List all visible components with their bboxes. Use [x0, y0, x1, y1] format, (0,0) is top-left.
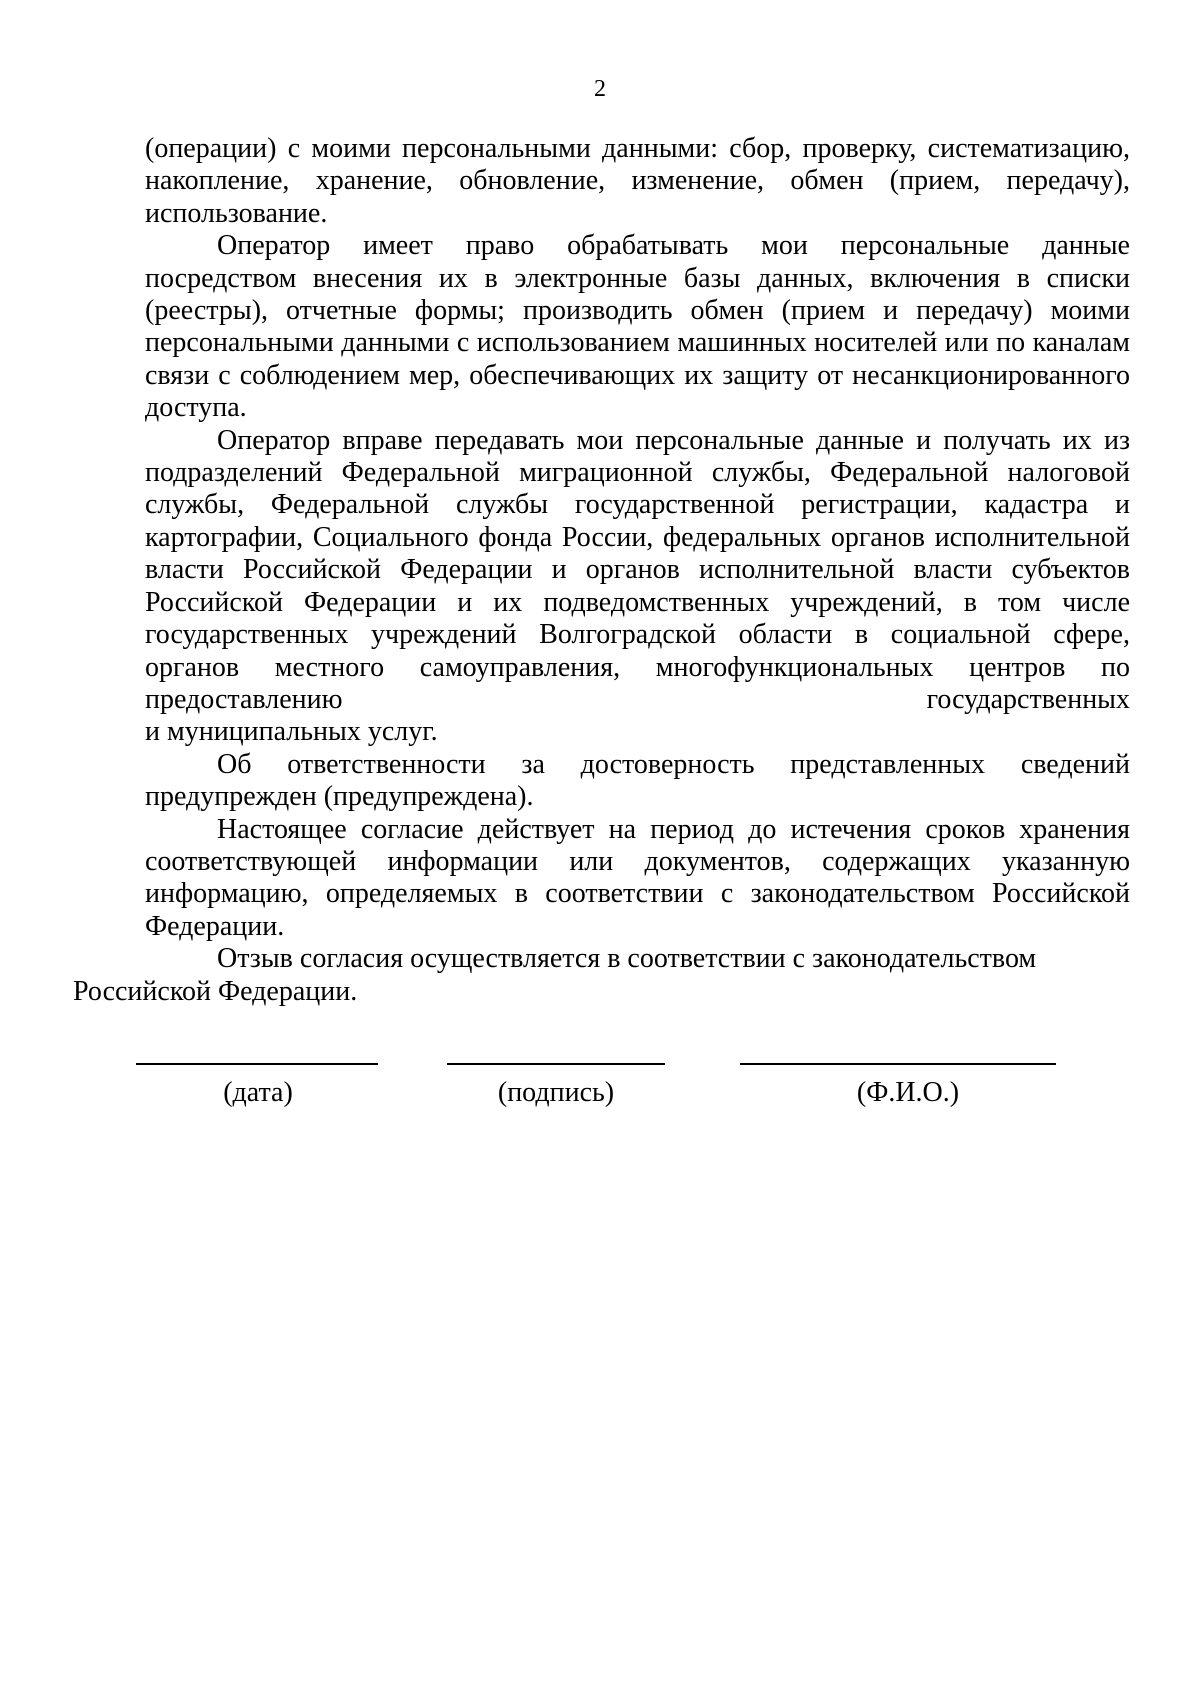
paragraph-operator-rights: Оператор имеет право обрабатывать мои персональные данные посредством внесения их в электронные базы данных, включения в списки (реестры), отчетные формы; производить обмен (прием и передачу) моими персональными данными с использованием машинных носителей или по каналам связи с соблюдением мер, обеспечивающих их защиту от несанкционированного доступа. — [145, 230, 1130, 424]
text-line: использование. — [145, 197, 328, 229]
text-line: (операции) с моими персональными данными: сбор, проверку, систематизацию, — [145, 133, 1130, 164]
paragraph-responsibility: Об ответственности за достоверность представленных сведений предупрежден (предупреждена). — [145, 748, 1130, 813]
signature-line — [447, 1063, 665, 1065]
text-line: Российской Федерации. — [73, 975, 358, 1007]
page-number: 2 — [594, 76, 606, 102]
full-name-caption: (Ф.И.О.) — [856, 1077, 960, 1108]
paragraph-data-transfer-tail: и муниципальных услуг. — [145, 716, 438, 748]
full-name-signature-line — [740, 1063, 1056, 1065]
text-line: накопление, хранение, обновление, изменение, обмен (прием, передачу), — [145, 165, 1130, 197]
text-line: Отзыв согласия осуществляется в соответствии с законодательством — [217, 943, 1037, 975]
signature-caption: (подпись) — [497, 1077, 615, 1108]
paragraph-withdrawal — [73, 943, 1130, 1008]
paragraph-validity-period: Настоящее согласие действует на период до истечения сроков хранения соответствующей информации или документов, содержащих указанную информацию, определяемых в соответствии с законодательством Российской Федерации. — [145, 813, 1130, 942]
date-signature-line — [136, 1063, 378, 1065]
document-body — [73, 133, 1130, 1008]
date-caption: (дата) — [223, 1077, 293, 1108]
paragraph-data-transfer: Оператор вправе передавать мои персональные данные и получать их из подразделений Федеральной миграционной службы, Федеральной налоговой службы, Федеральной службы государственной регистрации, кадастра и картографии, Социального фонда России, федеральных органов исполнительной власти Российской Федерации и органов исполнительной власти субъектов Российской Федерации и их подведомственных учреждений, в том числе государственных учреждений Волгоградской области в социальной сфере, органов местного самоуправления, многофункциональных центров по предоставлению государственных — [145, 424, 1130, 715]
paragraph-processing-actions — [145, 133, 1130, 230]
